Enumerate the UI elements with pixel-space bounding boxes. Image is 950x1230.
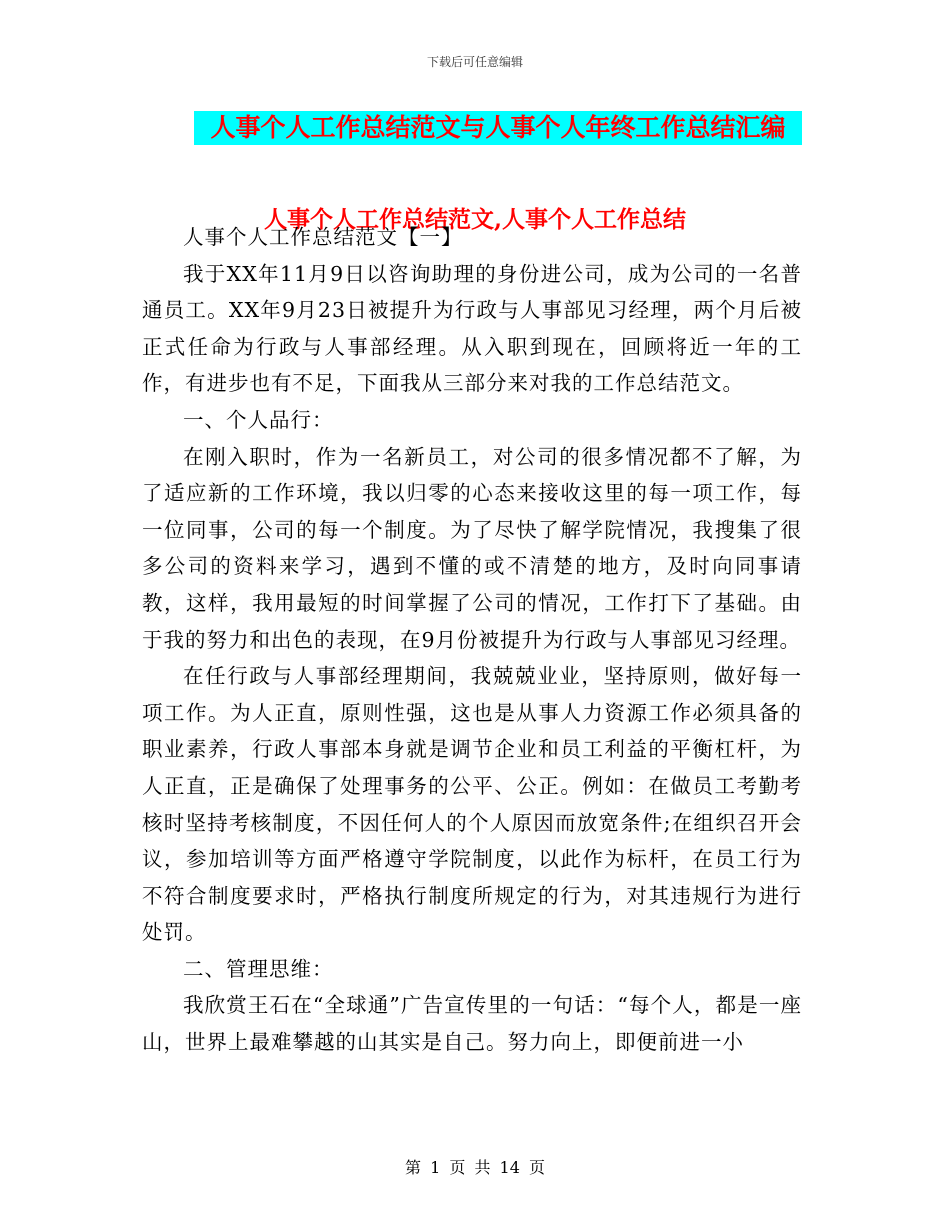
paragraph-manager-duties: 在任行政与人事部经理期间，我兢兢业业，坚持原则，做好每一项工作。为人正直，原则性强，这也是从事人力资源工作必须具备的职业素养，行政人事部本身就是调节企业和员工利益的平衡杠杆，为人正直，正是确保了处理事务的公平、公正。例如：在做员工考勤考核时坚持考核制度，不因任何人的个人原因而放宽条件;在组织召开会议，参加培训等方面严格遵守学院制度，以此作为标杆，在员工行为不符合制度要求时，严格执行制度所规定的行为，对其违规行为进行处罚。 [142, 664, 802, 945]
document-body [142, 219, 802, 1061]
section-heading-management-thinking: 二、管理思维： [183, 956, 334, 981]
sub-title: 人事个人工作总结范文,人事个人工作总结 [263, 206, 686, 233]
page-number: 第 1 页 共 14 页 [405, 1158, 545, 1177]
paragraph-onboarding: 在刚入职时，作为一名新员工，对公司的很多情况都不了解，为了适应新的工作环境，我以归零的心态来接收这里的每一项工作，每一位同事，公司的每一个制度。为了尽快了解学院情况，我搜集了很多公司的资料来学习，遇到不懂的或不清楚的地方，及时向同事请教，这样，我用最短的时间掌握了公司的情况，工作打下了基础。由于我的努力和出色的表现，在9月份被提升为行政与人事部见习经理。 [142, 444, 802, 652]
header-note: 下载后可任意编辑 [426, 55, 523, 69]
main-title-highlight [194, 111, 802, 145]
section-heading-one: 人事个人工作总结范文【一】 [183, 225, 463, 249]
main-title: 人事个人工作总结范文与人事个人年终工作总结汇编 [210, 113, 786, 142]
section-heading-personal-conduct: 一、个人品行： [183, 407, 334, 432]
paragraph-intro: 我于XX年11月9日以咨询助理的身份进公司，成为公司的一名普通员工。XX年9月23日被提升为行政与人事部见习经理，两个月后被正式任命为行政与人事部经理。从入职到现在，回顾将近一年的工作，有进步也有不足，下面我从三部分来对我的工作总结范文。 [142, 261, 802, 396]
paragraph-quote: 我欣赏王石在“全球通”广告宣传里的一句话：“每个人，都是一座山，世界上最难攀越的山其实是自己。努力向上，即便前进一小 [142, 993, 802, 1055]
